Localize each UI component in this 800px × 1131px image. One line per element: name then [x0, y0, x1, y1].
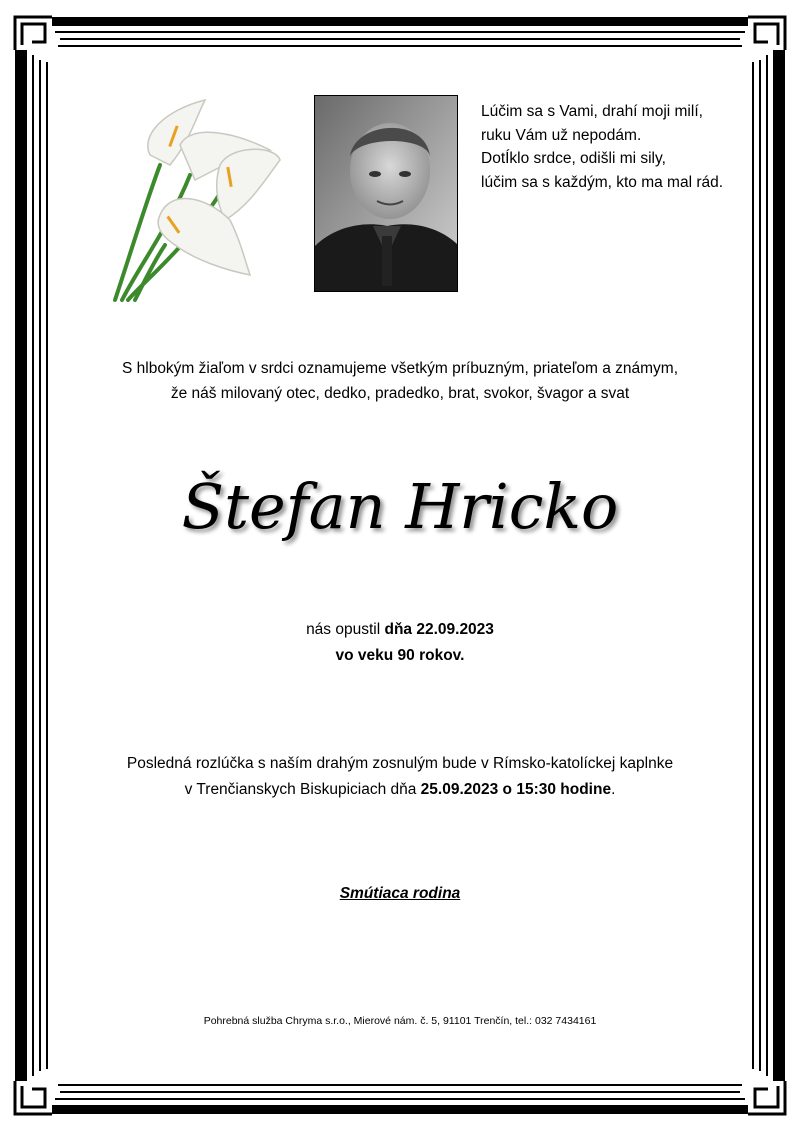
calla-lily-flowers-image	[110, 95, 290, 305]
poem-line: DotÍklo srdce, odišli mi sily,	[481, 150, 666, 167]
poem-line: Lúčim sa s Vami, drahí moji milí,	[481, 103, 703, 120]
death-details	[0, 617, 800, 669]
intro-line-2: že náš milovaný otec, dedko, pradedko, brat, svokor, švagor a svat	[170, 385, 630, 402]
death-date: dňa 22.09.2023	[384, 621, 494, 638]
portrait-figure-graphic	[315, 96, 458, 292]
mourning-family-signature: Smútiaca rodina	[339, 885, 461, 902]
funeral-line-1: Posledná rozlúčka s naším drahým zosnulým bude v Rímsko-katolíckej kaplnke	[126, 755, 674, 772]
poem-line: lúčim sa s každým, kto ma mal rád.	[481, 173, 724, 191]
funeral-period: .	[611, 781, 616, 798]
funeral-location: v Trenčianskych Biskupiciach dňa	[184, 781, 421, 798]
death-date-line	[0, 617, 800, 643]
funeral-line-2	[0, 777, 800, 803]
portrait-photo	[314, 95, 458, 292]
deceased-name: Štefan Hricko	[181, 470, 619, 543]
death-prefix: nás opustil	[306, 621, 385, 638]
death-age: vo veku 90 rokov.	[335, 647, 465, 664]
funeral-service-footer: Pohrebná služba Chryma s.r.o., Mierové nám. č. 5, 91101 Trenčín, tel.: 032 7434161	[203, 1015, 597, 1027]
memorial-poem	[481, 100, 781, 194]
intro-line-1: S hlbokým žiaľom v srdci oznamujeme všetkým príbuzným, priateľom a známym,	[121, 360, 679, 377]
poem-line: ruku Vám už nepodám.	[481, 126, 642, 144]
funeral-details	[0, 751, 800, 803]
announcement-intro	[0, 356, 800, 406]
funeral-datetime: 25.09.2023 o 15:30 hodine	[420, 781, 612, 798]
